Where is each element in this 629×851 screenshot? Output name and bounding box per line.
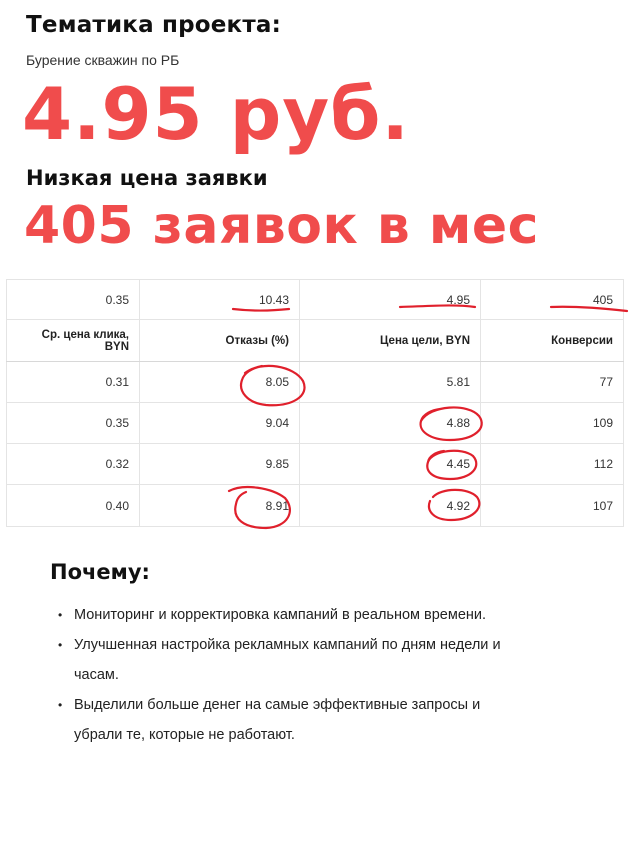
monthly-leads-highlight: 405 заявок в мес	[24, 196, 539, 256]
cell-avg-cpc: 0.32	[7, 444, 140, 485]
cell-goal-cost: 4.45	[300, 444, 481, 485]
list-item	[50, 600, 520, 630]
cell-conversions: 109	[481, 403, 624, 444]
cell-bounce-rate: 9.85	[140, 444, 300, 485]
column-header-goal-cost: Цена цели, BYN	[300, 320, 481, 362]
reason-text: Выделили больше денег на самые эффективные запросы и убрали те, которые не работают.	[74, 697, 481, 743]
total-avg-cpc: 0.35	[7, 280, 140, 320]
bullet-icon: •	[58, 698, 63, 712]
table-row	[7, 362, 624, 403]
low-price-caption: Низкая цена заявки	[26, 166, 268, 190]
cell-goal-cost: 5.81	[300, 362, 481, 403]
total-conversions: 405	[481, 280, 624, 320]
column-header-avg-cpc: Ср. цена клика, BYN	[7, 320, 140, 362]
table-row	[7, 444, 624, 485]
total-bounce-rate: 10.43	[140, 280, 300, 320]
table-row	[7, 485, 624, 527]
why-heading: Почему:	[50, 560, 150, 584]
list-item	[50, 630, 520, 690]
cell-avg-cpc: 0.31	[7, 362, 140, 403]
topic-subtitle: Бурение скважин по РБ	[26, 52, 180, 68]
cell-conversions: 77	[481, 362, 624, 403]
table-header-row	[7, 320, 624, 362]
campaign-stats-table	[6, 279, 624, 527]
cell-bounce-rate: 8.91	[140, 485, 300, 527]
bullet-icon: •	[58, 608, 63, 622]
reason-text: Улучшенная настройка рекламных кампаний по дням недели и часам.	[74, 637, 501, 683]
total-goal-cost: 4.95	[300, 280, 481, 320]
cell-bounce-rate: 9.04	[140, 403, 300, 444]
topic-heading: Тематика проекта:	[26, 12, 282, 38]
column-header-bounce-rate: Отказы (%)	[140, 320, 300, 362]
cell-conversions: 112	[481, 444, 624, 485]
cell-avg-cpc: 0.35	[7, 403, 140, 444]
list-item	[50, 690, 520, 750]
cell-avg-cpc: 0.40	[7, 485, 140, 527]
column-header-conversions: Конверсии	[481, 320, 624, 362]
reasons-list	[50, 600, 520, 750]
table-row	[7, 403, 624, 444]
cell-bounce-rate: 8.05	[140, 362, 300, 403]
totals-row	[7, 280, 624, 320]
cell-goal-cost: 4.88	[300, 403, 481, 444]
cell-goal-cost: 4.92	[300, 485, 481, 527]
lead-price-highlight: 4.95 руб.	[22, 72, 410, 156]
cell-conversions: 107	[481, 485, 624, 527]
reason-text: Мониторинг и корректировка кампаний в реальном времени.	[74, 607, 487, 623]
bullet-icon: •	[58, 638, 63, 652]
